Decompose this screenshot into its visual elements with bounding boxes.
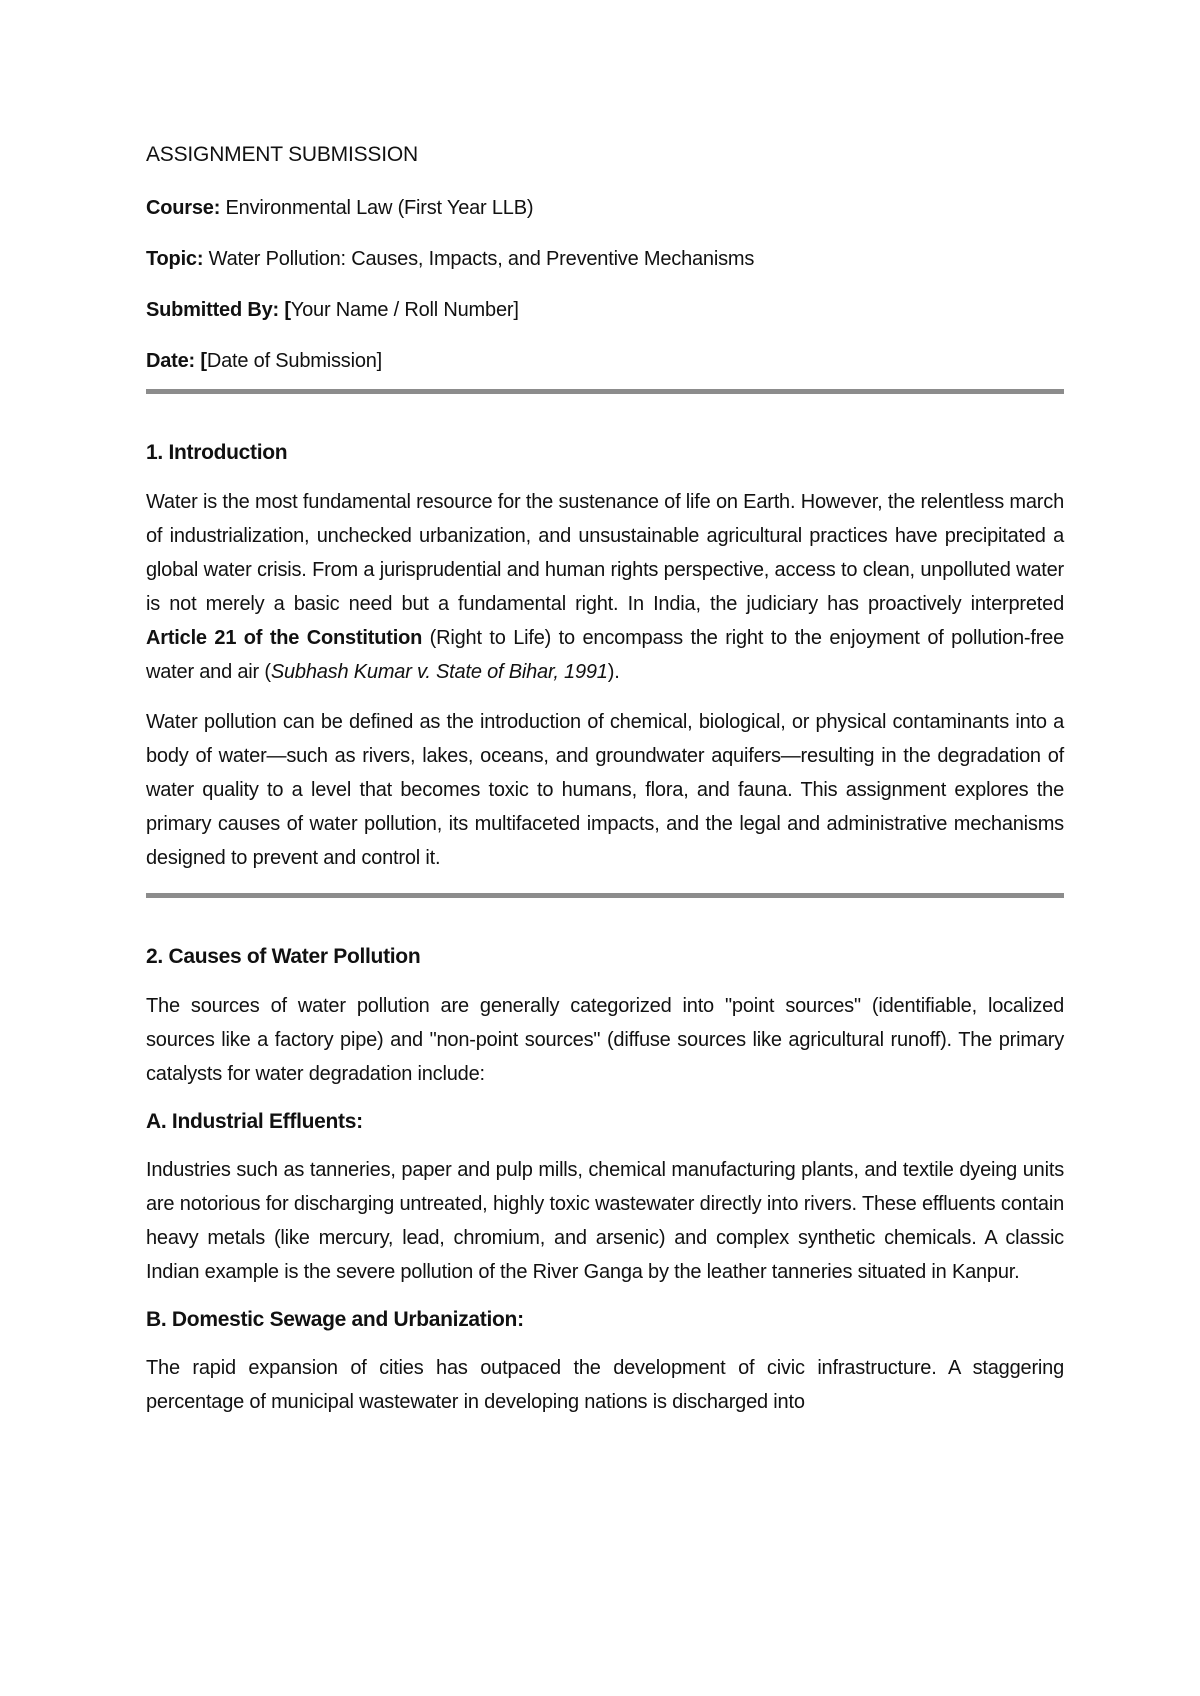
submitted-by-bracket: [ <box>278 299 291 321</box>
submitted-by-value: Your Name / Roll Number] <box>290 299 519 321</box>
course-value: Environmental Law (First Year LLB) <box>220 197 534 219</box>
date-line <box>146 346 1064 376</box>
intro-p1-text-c: ). <box>607 661 620 683</box>
document-title: ASSIGNMENT SUBMISSION <box>146 143 418 166</box>
intro-p1-text-a: Water is the most fundamental resource for the sustenance of life on Earth. However, the relentless march of industrialization, unchecked urbanization, and unsustainable agricultural practices have precipitated a global water crisis. From a jurisprudential and human rights perspective, access to clean, unpolluted water is not merely a basic need but a fundamental right. In India, the judiciary has proactively interpreted <box>146 491 1064 615</box>
topic-value: Water Pollution: Causes, Impacts, and Preventive Mechanisms <box>203 248 755 270</box>
course-label: Course: <box>146 197 221 219</box>
introduction-paragraph-1 <box>146 485 1064 689</box>
date-label-text: Date: <box>146 350 196 372</box>
domestic-sewage-paragraph: The rapid expansion of cities has outpaced the development of civic infrastructure. A staggering percentage of municipal wastewater in developing nations is discharged into <box>146 1357 1064 1413</box>
submitted-by-line <box>146 295 1064 325</box>
introduction-heading: 1. Introduction <box>146 441 288 464</box>
submitted-by-label <box>146 299 291 321</box>
topic-line <box>146 244 1064 274</box>
course-line <box>146 193 1064 223</box>
document-page <box>146 140 1064 1435</box>
intro-p1-text-b: (Right to Life) to encompass the right to the enjoyment of pollution-free water and air ( <box>146 627 1064 683</box>
causes-intro-paragraph: The sources of water pollution are generally categorized into "point sources" (identifiable, localized sources like a factory pipe) and "non-point sources" (diffuse sources like agricultural runoff). The primary catalysts for water degradation include: <box>146 995 1064 1085</box>
industrial-effluents-paragraph: Industries such as tanneries, paper and pulp mills, chemical manufacturing plants, and textile dyeing units are notorious for discharging untreated, highly toxic wastewater directly into rivers. These effluents contain heavy metals (like mercury, lead, chromium, and arsenic) and complex synthetic chemicals. A classic Indian example is the severe pollution of the River Ganga by the leather tanneries situated in Kanpur. <box>146 1159 1064 1283</box>
horizontal-divider <box>146 893 1064 898</box>
domestic-sewage-heading: B. Domestic Sewage and Urbanization: <box>146 1308 524 1331</box>
date-value: Date of Submission] <box>206 350 383 372</box>
introduction-paragraph-2: Water pollution can be defined as the introduction of chemical, biological, or physical contaminants into a body of water—such as rivers, lakes, oceans, and groundwater aquifers—resulting in the degradation of water quality to a level that becomes toxic to humans, flora, and fauna. This assignment explores the primary causes of water pollution, its multifaceted impacts, and the legal and administrative mechanisms designed to prevent and control it. <box>146 711 1064 869</box>
intro-p1-bold: Article 21 of the Constitution <box>146 627 423 649</box>
date-bracket: [ <box>195 350 207 372</box>
horizontal-divider <box>146 389 1064 394</box>
causes-heading: 2. Causes of Water Pollution <box>146 945 421 968</box>
intro-p1-case-citation: Subhash Kumar v. State of Bihar, 1991 <box>270 661 608 683</box>
industrial-effluents-heading: A. Industrial Effluents: <box>146 1110 363 1133</box>
submitted-by-label-text: Submitted By: <box>146 299 279 321</box>
date-label <box>146 350 207 372</box>
topic-label: Topic: <box>146 248 204 270</box>
